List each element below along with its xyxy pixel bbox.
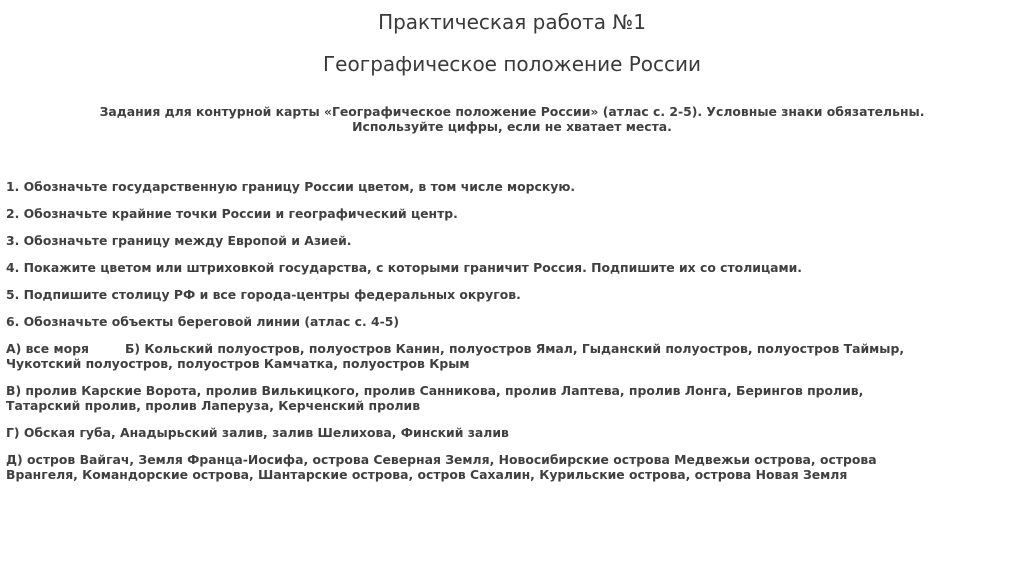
task-item: 5. Подпишите столицу РФ и все города-центры федеральных округов. [6,287,521,302]
instructions-line: Задания для контурной карты «Географическое положение России» (атлас с. 2-5). Условные знаки обязательны. [99,104,925,119]
task-item: 1. Обозначьте государственную границу России цветом, в том числе морскую. [6,179,576,194]
instructions-line: Используйте цифры, если не хватает места. [352,119,672,134]
coastline-item-d [6,452,1006,482]
item-b-line1: Б) Кольский полуостров, полуостров Канин, полуостров Ямал, Гыданский полуостров, полуостров Таймыр, [124,341,905,356]
slide-subtitle: Географическое положение России [322,52,702,76]
task-item: 3. Обозначьте границу между Европой и Азией. [6,233,352,248]
item-v-line2: Татарский пролив, пролив Лаперуза, Керченский пролив [6,398,421,413]
item-g-line: Г) Обская губа, Анадырьский залив, залив Шелихова, Финский залив [6,425,509,440]
task-list [6,179,1006,494]
slide-title: Практическая работа №1 [378,10,646,34]
item-a-label: А) все моря [6,341,89,356]
coastline-item-a-b [6,341,1006,371]
task-item: 6. Обозначьте объекты береговой линии (атлас с. 4-5) [6,314,400,329]
coastline-item-v [6,383,1006,413]
item-d-line2: Врангеля, Командорские острова, Шантарские острова, остров Сахалин, Курильские острова, острова Новая Земля [6,467,848,482]
item-b-line2: Чукотский полуостров, полуостров Камчатка, полуостров Крым [6,356,470,371]
coastline-item-g [6,425,1006,440]
item-v-line1: В) пролив Карские Ворота, пролив Вилькицкого, пролив Санникова, пролив Лаптева, пролив Лонга, Берингов пролив, [6,383,864,398]
item-d-line1: Д) остров Вайгач, Земля Франца-Иосифа, острова Северная Земля, Новосибирские острова Медвежьи острова, острова [6,452,877,467]
task-item: 4. Покажите цветом или штриховкой государства, с которыми граничит Россия. Подпишите их со столицами. [6,260,803,275]
instructions-block [30,104,994,134]
task-item: 2. Обозначьте крайние точки России и географический центр. [6,206,458,221]
coastline-item-line [6,341,1006,356]
